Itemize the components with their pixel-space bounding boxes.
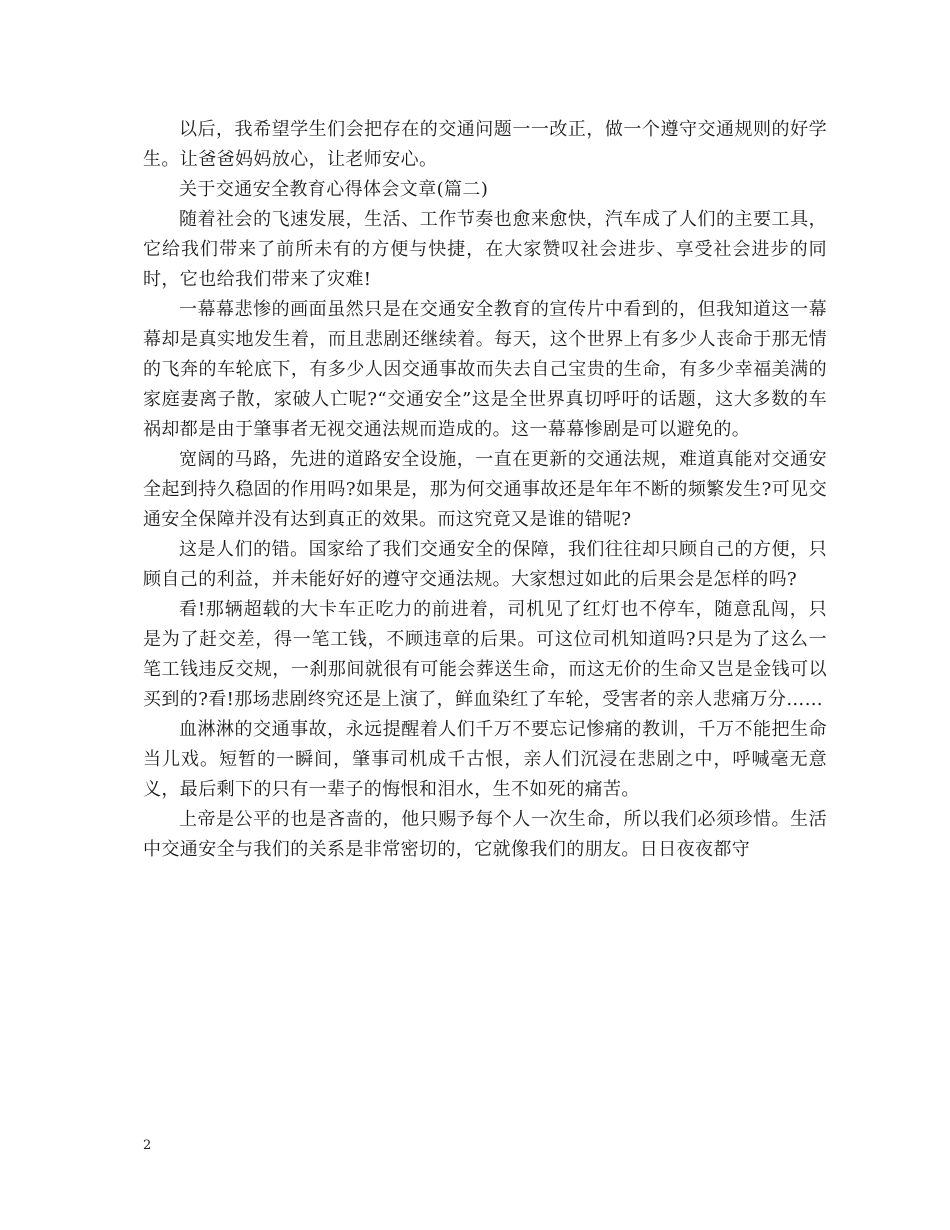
paragraph: 以后，我希望学生们会把存在的交通问题一一改正，做一个遵守交通规则的好学生。让爸爸妈妈放心，让老师安心。: [143, 119, 827, 170]
document-body: [143, 115, 827, 865]
page-number: 2: [143, 1138, 152, 1153]
paragraph: 随着社会的飞速发展，生活、工作节奏也愈来愈快，汽车成了人们的主要工具，它给我们带来了前所未有的方便与快捷，在大家赞叹社会进步、享受社会进步的同时，它也给我们带来了灾难!: [143, 209, 827, 290]
paragraph: 血淋淋的交通事故，永远提醒着人们千万不要忘记惨痛的教训，千万不能把生命当儿戏。短暂的一瞬间，肇事司机成千古恨，亲人们沉浸在悲剧之中，呼喊毫无意义，最后剩下的只有一辈子的悔恨和泪水，生不如死的痛苦。: [143, 719, 827, 800]
paragraph: 一幕幕悲惨的画面虽然只是在交通安全教育的宣传片中看到的，但我知道这一幕幕却是真实地发生着，而且悲剧还继续着。每天，这个世界上有多少人丧命于那无情的飞奔的车轮底下，有多少人因交通事故而失去自己宝贵的生命，有多少幸福美满的家庭妻离子散，家破人亡呢?“交通安全”这是全世界真切呼吁的话题，这大多数的车祸却都是由于肇事者无视交通法规而造成的。这一幕幕惨剧是可以避免的。: [143, 299, 827, 440]
paragraph: 这是人们的错。国家给了我们交通安全的保障，我们往往却只顾自己的方便，只顾自己的利益，并未能好好的遵守交通法规。大家想过如此的后果会是怎样的吗?: [143, 539, 827, 590]
paragraph: 宽阔的马路，先进的道路安全设施，一直在更新的交通法规，难道真能对交通安全起到持久稳固的作用吗?如果是，那为何交通事故还是年年不断的频繁发生?可见交通安全保障并没有达到真正的效果。而这究竟又是谁的错呢?: [143, 449, 827, 530]
paragraph: 看!那辆超载的大卡车正吃力的前进着，司机见了红灯也不停车，随意乱闯，只是为了赶交差，得一笔工钱，不顾违章的后果。可这位司机知道吗?只是为了这么一笔工钱违反交规，一刹那间就很有可能会葬送生命，而这无价的生命又岂是金钱可以买到的?看!那场悲剧终究还是上演了，鲜血染红了车轮，受害者的亲人悲痛万分……: [143, 599, 827, 710]
paragraph: 上帝是公平的也是吝啬的，他只赐予每个人一次生命，所以我们必须珍惜。生活中交通安全与我们的关系是非常密切的，它就像我们的朋友。日日夜夜都守: [143, 809, 827, 860]
article-heading: 关于交通安全教育心得体会文章(篇二): [179, 179, 489, 200]
